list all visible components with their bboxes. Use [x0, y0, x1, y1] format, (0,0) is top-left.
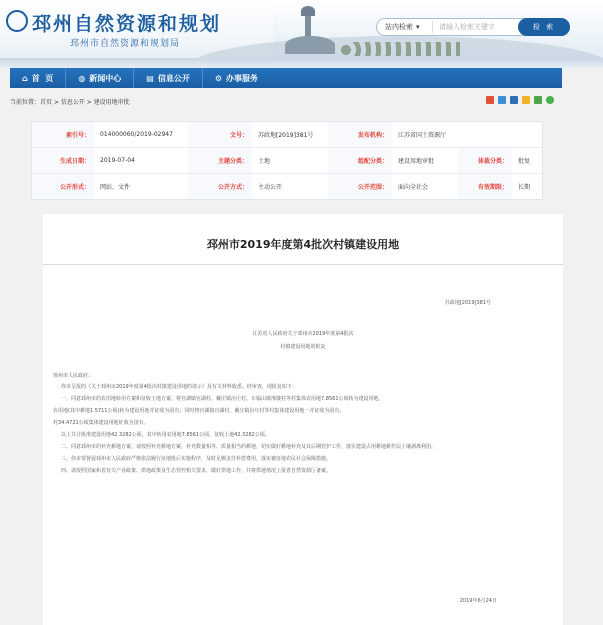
search-bar [376, 18, 570, 36]
qzone-icon[interactable] [522, 96, 530, 104]
meta-label: 公开形式： [32, 173, 94, 199]
site-banner [0, 0, 603, 68]
meta-label: 生成日期： [32, 148, 94, 174]
site-emblem-icon [6, 10, 28, 32]
search-scope-select[interactable] [377, 21, 433, 33]
nav-item-label: 信息公开 [157, 73, 190, 83]
wechat-icon[interactable] [546, 96, 554, 104]
meta-value: 江苏省国土资源厅 [398, 132, 447, 140]
nav-item-service[interactable] [202, 68, 270, 88]
document-paragraph: 一、同意邳州市的农用地转用方案和征收土地方案。将官湖镇官湖村、戴庄镇汾庄村、车辐山镇邢楼村等村集体农用地7.8561公顷转为建设用地， [61, 396, 384, 402]
meta-value: 2019-07-04 [94, 148, 188, 174]
document-paragraph: 村34.4721公顷集体建设用地征收为国有。 [53, 420, 149, 426]
nav-item-label: 首 页 [31, 73, 54, 83]
banner-dome [285, 36, 335, 54]
douban-icon[interactable] [534, 96, 542, 104]
service-icon: ⚙ [214, 73, 223, 83]
share-bar [486, 96, 554, 104]
site-title[interactable]: 邳州自然资源和规划 [32, 13, 222, 35]
nav-item-label: 办事服务 [226, 73, 259, 83]
globe-icon: ◍ [78, 73, 86, 83]
nav-item-label: 新闻中心 [89, 73, 122, 83]
document-paragraph: 二、同意邳州市的补充耕地方案。请按照补充耕地方案，补充数量相等、质量相当的耕地，切实做好耕地补充及其后期管护工作，落实建设占用耕地耕作层土壤剥离利用。 [61, 444, 437, 450]
document-heading-line2: 村镇建设用地的批复 [280, 344, 326, 350]
breadcrumb[interactable]: 当前位置：首页 > 信息公开 > 建设用地审批 [10, 99, 130, 106]
banner-trees [340, 42, 460, 56]
nav-item-news[interactable] [65, 68, 133, 88]
meta-label: 发布机构： [328, 122, 392, 148]
document-paragraph: 农用地(其中耕地1.5711公顷)转为建设用地并征收为国有；同时将官湖镇官湖村、戴庄镇汾庄村等村集体建设用地一并征收为国有。 [53, 408, 345, 414]
meta-label: 组配分类： [328, 148, 392, 174]
meta-value: 主动公开 [252, 173, 328, 199]
meta-value: 建设用地审批 [392, 148, 458, 174]
meta-value: 土地 [252, 148, 328, 174]
document-paragraph: 你市呈报的《关于邳州市2019年度第4批次村镇建设用地的请示》及有关材料收悉。经审查，现批复如下： [61, 384, 297, 390]
meta-value: 长期 [512, 173, 542, 199]
document-icon: ▤ [146, 73, 154, 83]
search-scope-label: 站内检索 [385, 23, 413, 31]
meta-label: 主题分类： [188, 148, 252, 174]
document-number: 苏政地[2019]381号 [444, 300, 491, 306]
site-subtitle: 邳州市自然资源和规划局 [70, 39, 181, 49]
chevron-down-icon: ▾ [416, 23, 420, 31]
home-icon: ⌂ [22, 73, 28, 83]
renren-icon[interactable] [510, 96, 518, 104]
tencent-weibo-icon[interactable] [498, 96, 506, 104]
meta-value: 批复 [512, 148, 542, 174]
document-date: 2019年6月24日 [459, 598, 497, 604]
document-title: 邳州市2019年度第4批次村镇建设用地 [206, 238, 400, 251]
document-meta-table [31, 121, 543, 200]
banner-water [0, 58, 603, 68]
meta-value: 网站、文件 [94, 173, 188, 199]
meta-label: 有效期限： [458, 173, 512, 199]
sina-weibo-icon[interactable] [486, 96, 494, 104]
meta-label: 索引号： [32, 122, 94, 148]
document-body [43, 214, 563, 625]
document-salutation: 徐州市人民政府： [53, 373, 94, 379]
document-paragraph: 四、请按照国家和省有关产业政策、供地政策及生态管控相关要求，做好供地工作，并将供地情况上报省自然资源厅备案。 [61, 468, 332, 474]
meta-value: 面向全社会 [392, 173, 458, 199]
title-divider [43, 264, 563, 265]
document-paragraph: 三、你市要督促邳州市人民政府严格依法履行征地批后实施程序，及时足额支付补偿费用，落实被征地农民社会保障措施。 [61, 456, 332, 462]
meta-value: 014000060/2019-02947 [100, 131, 173, 139]
document-heading-line1: 江苏省人民政府关于邳州市2019年度第4批次 [252, 331, 354, 337]
search-button[interactable]: 检 索 [518, 18, 570, 36]
meta-label: 公开范围： [328, 173, 392, 199]
meta-label: 文号： [188, 122, 252, 148]
meta-value: 苏政地[2019]381号 [258, 132, 314, 140]
meta-label: 公开方式： [188, 173, 252, 199]
main-nav [10, 68, 562, 88]
document-paragraph: 以上共计批准建设用地42.3282公顷，其中转用农用地7.8561公顷，征收土地42.3282公顷。 [61, 432, 270, 438]
nav-item-info[interactable] [133, 68, 202, 88]
nav-item-home[interactable] [10, 68, 65, 88]
meta-label: 体裁分类： [458, 148, 512, 174]
